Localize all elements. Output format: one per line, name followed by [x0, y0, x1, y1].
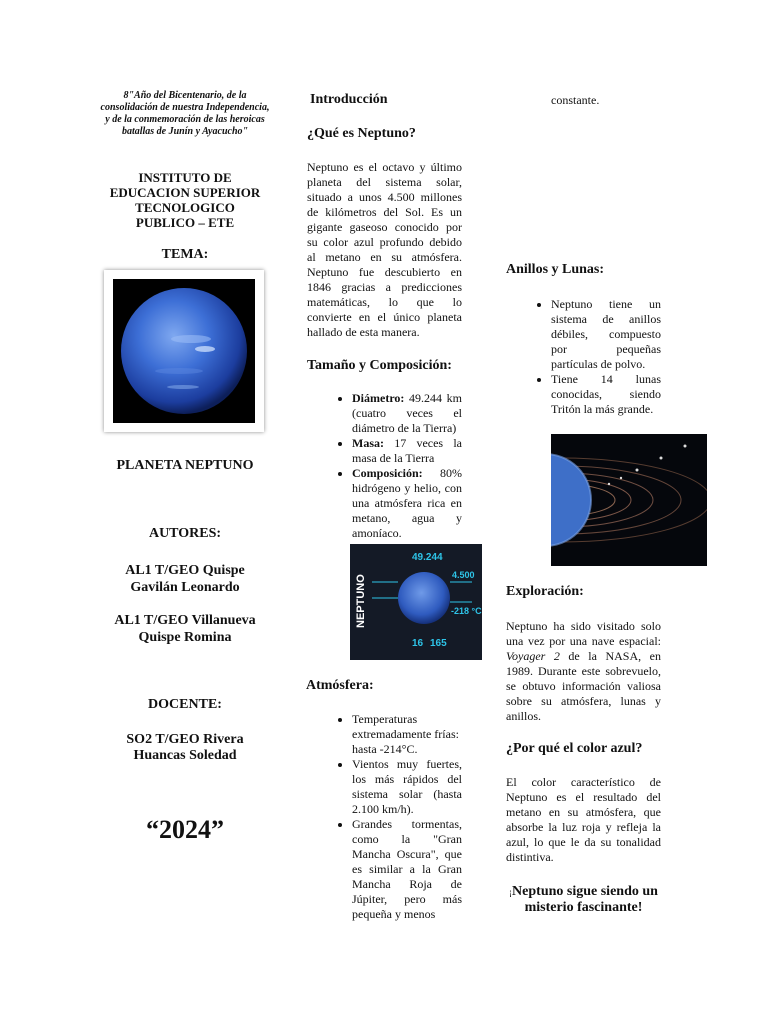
size-list — [307, 391, 462, 541]
planet-title: PLANETA NEPTUNO — [116, 458, 254, 473]
size-heading: Tamaño y Composición: — [307, 358, 452, 373]
tema-label: TEMA: — [161, 247, 209, 262]
infographic-diameter: 49.244 — [412, 552, 443, 563]
authors-label: AUTORES: — [148, 526, 222, 541]
author-1: AL1 T/GEO Quispe Gavilán Leonardo — [125, 563, 245, 595]
atmosphere-list — [307, 712, 462, 922]
cover-column — [100, 90, 270, 138]
rings-item: • Neptuno tiene un sistema de anillos débiles, compuesto por pequeñas partículas de polvo. — [551, 297, 661, 372]
what-is-neptune-heading: ¿Qué es Neptuno? — [307, 126, 416, 141]
exploration-text: Neptuno ha sido visitado solo una vez por una nave espacial: Voyager 2 de la NASA, en 1989. Durante este sobrevuelo, se obtuvo información valiosa sobre su atmósfera, lunas y anillos. — [506, 619, 662, 723]
voyager-name: Voyager 2 — [506, 649, 560, 663]
size-item: • Diámetro: 49.244 km (cuatro veces el diámetro de la Tierra) — [352, 391, 462, 436]
neptune-infographic — [350, 544, 482, 660]
commemoration-motto: 8"Año del Bicentenario, de la consolidación de nuestra Independencia, y de la conmemoración de las heroicas batallas de Junín y Ayacucho" — [100, 90, 270, 137]
infographic-left-number: 16 — [412, 638, 424, 649]
atmosphere-heading: Atmósfera: — [306, 678, 374, 693]
intro-heading: Introducción — [310, 92, 388, 107]
teacher-label: DOCENTE: — [148, 697, 222, 712]
what-is-neptune-text: Neptuno es el octavo y último planeta del sistema solar, situado a unos 4.500 millones de kilómetros del Sol. Es un gigante gaseoso conocido por su color azul profundo debido al metano en su atmósfera. Neptuno fue descubierto en 1846 gracias a predicciones matemáticas, lo que lo convierte en el único planeta hallado de esta manera. — [307, 160, 462, 339]
atmosphere-item: • Grandes tormentas, como la "Gran Mancha Oscura", que es similar a la Gran Mancha Roja de Júpiter, pero más pequeña y menos — [352, 817, 462, 922]
rings-item: • Tiene 14 lunas conocidas, siendo Tritón la más grande. — [551, 372, 661, 417]
size-item: • Masa: 17 veces la masa de la Tierra — [352, 436, 462, 466]
infographic-right-number: 165 — [430, 638, 447, 649]
blue-color-text: El color característico de Neptuno es el resultado del metano en su atmósfera, que absorbe la luz roja y refleja la azul, lo que le da su tonalidad distintiva. — [506, 775, 661, 864]
rings-heading: Anillos y Lunas: — [506, 262, 605, 277]
neptune-moons-photo — [551, 434, 707, 566]
atmosphere-item: • Temperaturas extremadamente frías: hasta -214°C. — [352, 712, 462, 757]
exploration-heading: Exploración: — [506, 584, 584, 599]
infographic-side-title: NEPTUNO — [355, 574, 367, 628]
size-item: • Composición: 80% hidrógeno y helio, con una atmósfera rica en metano, agua y amoníaco. — [352, 466, 462, 541]
author-2: AL1 T/GEO Villanueva Quispe Romina — [114, 613, 256, 645]
atmosphere-item: • Vientos muy fuertes, los más rápidos del sistema solar (hasta 2.100 km/h). — [352, 757, 462, 817]
neptune-photo — [113, 279, 255, 423]
neptune-photo-frame — [104, 270, 264, 432]
closing-line: ¡Neptuno sigue siendo un misterio fascinante! — [509, 884, 658, 915]
infographic-distance: 4.500 — [452, 570, 475, 580]
institute-name: INSTITUTO DE EDUCACION SUPERIOR TECNOLOGICO PUBLICO – ETE — [109, 170, 261, 230]
year: “2024” — [146, 815, 224, 844]
blue-color-heading: ¿Por qué el color azul? — [506, 741, 643, 756]
teacher-name: SO2 T/GEO Rivera Huancas Soledad — [126, 732, 244, 763]
continued-text: constante. — [551, 93, 600, 107]
infographic-temperature: -218 °C — [451, 606, 482, 616]
rings-list — [506, 297, 661, 417]
